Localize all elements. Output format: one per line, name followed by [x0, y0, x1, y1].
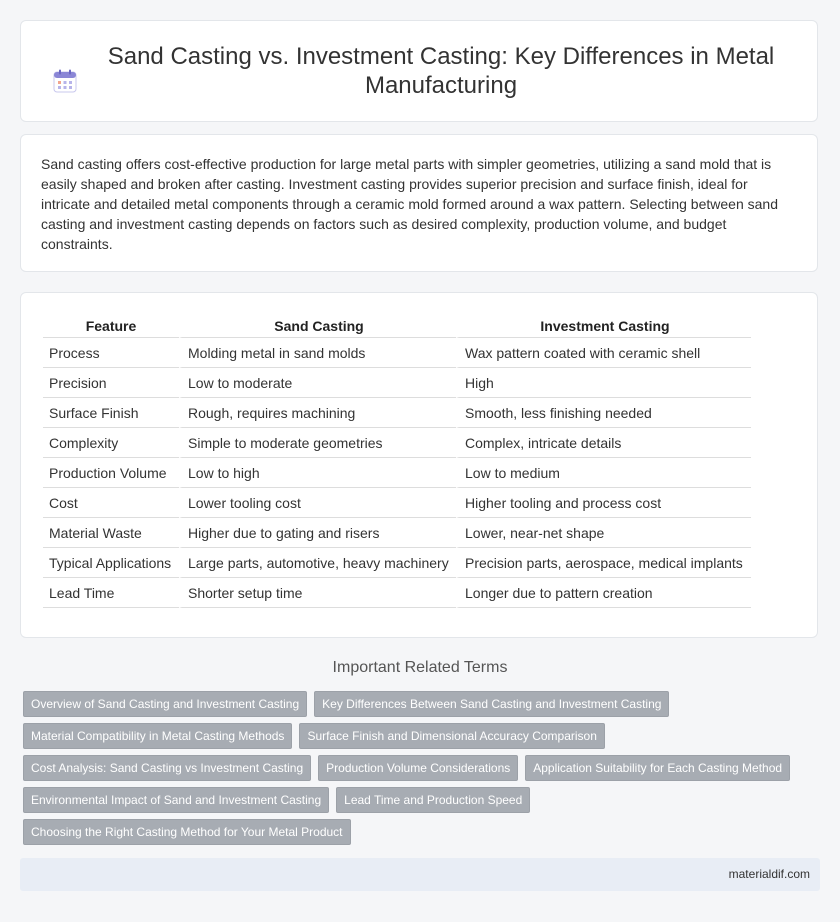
investment-cell: Wax pattern coated with ceramic shell — [456, 338, 751, 368]
sand-cell: Lower tooling cost — [179, 488, 456, 518]
investment-cell: Precision parts, aerospace, medical implants — [456, 548, 751, 578]
investment-cell: Low to medium — [456, 458, 751, 488]
table-header-row — [43, 317, 751, 338]
investment-cell: Lower, near-net shape — [456, 518, 751, 548]
sand-cell: Low to moderate — [179, 368, 456, 398]
investment-cell: Complex, intricate details — [456, 428, 751, 458]
table-row — [43, 398, 751, 428]
tag-row — [23, 691, 803, 717]
related-term-tag[interactable]: Cost Analysis: Sand Casting vs Investment Casting — [23, 755, 311, 781]
related-term-tag[interactable]: Production Volume Considerations — [318, 755, 518, 781]
feature-cell: Cost — [43, 488, 179, 518]
related-term-tag[interactable]: Material Compatibility in Metal Casting Methods — [23, 723, 292, 749]
feature-cell: Typical Applications — [43, 548, 179, 578]
table-row — [43, 578, 751, 608]
header-feature: Feature — [43, 317, 179, 338]
page-title: Sand Casting vs. Investment Casting: Key Differences in Metal Manufacturing — [107, 43, 775, 99]
header-investment-casting: Investment Casting — [456, 317, 751, 338]
site-link[interactable]: materialdif.com — [728, 867, 810, 881]
table-row — [43, 368, 751, 398]
intro-paragraph: Sand casting offers cost-effective production for large metal parts with simpler geometries, utilizing a sand mold that is easily shaped and broken after casting. Investment casting provides superior precision and surface finish, ideal for intricate and detailed metal components through a ceramic mold formed around a wax pattern. Selecting between sand casting and investment casting depends on factors such as desired complexity, production volume, and budget constraints. — [41, 156, 778, 252]
table-row — [43, 518, 751, 548]
related-term-tag[interactable]: Choosing the Right Casting Method for Your Metal Product — [23, 819, 351, 845]
header-sand-casting: Sand Casting — [179, 317, 456, 338]
related-term-tag[interactable]: Surface Finish and Dimensional Accuracy Comparison — [299, 723, 604, 749]
related-term-tag[interactable]: Environmental Impact of Sand and Investment Casting — [23, 787, 329, 813]
tag-row — [23, 787, 803, 813]
feature-cell: Lead Time — [43, 578, 179, 608]
sand-cell: Large parts, automotive, heavy machinery — [179, 548, 456, 578]
feature-cell: Precision — [43, 368, 179, 398]
feature-cell: Surface Finish — [43, 398, 179, 428]
table-row — [43, 428, 751, 458]
tag-row — [23, 755, 803, 781]
tag-row — [23, 819, 803, 845]
table-row — [43, 488, 751, 518]
table-row — [43, 338, 751, 368]
related-term-tag[interactable]: Overview of Sand Casting and Investment Casting — [23, 691, 307, 717]
investment-cell: Longer due to pattern creation — [456, 578, 751, 608]
sand-cell: Rough, requires machining — [179, 398, 456, 428]
header-card — [20, 20, 818, 122]
table-row — [43, 458, 751, 488]
related-terms-list — [23, 691, 803, 851]
sand-cell: Molding metal in sand molds — [179, 338, 456, 368]
feature-cell: Complexity — [43, 428, 179, 458]
footer — [20, 858, 820, 891]
sand-cell: Higher due to gating and risers — [179, 518, 456, 548]
feature-cell: Production Volume — [43, 458, 179, 488]
investment-cell: Smooth, less finishing needed — [456, 398, 751, 428]
feature-cell: Material Waste — [43, 518, 179, 548]
tag-row — [23, 723, 803, 749]
table-row — [43, 548, 751, 578]
comparison-table — [43, 317, 751, 608]
sand-cell: Simple to moderate geometries — [179, 428, 456, 458]
related-terms-heading: Important Related Terms — [332, 659, 508, 676]
intro-card — [20, 134, 818, 272]
related-term-tag[interactable]: Application Suitability for Each Casting Method — [525, 755, 790, 781]
calendar-icon — [52, 68, 78, 94]
related-term-tag[interactable]: Lead Time and Production Speed — [336, 787, 530, 813]
sand-cell: Shorter setup time — [179, 578, 456, 608]
comparison-table-card — [20, 292, 818, 638]
investment-cell: High — [456, 368, 751, 398]
investment-cell: Higher tooling and process cost — [456, 488, 751, 518]
related-term-tag[interactable]: Key Differences Between Sand Casting and Investment Casting — [314, 691, 669, 717]
header-inner — [49, 42, 789, 100]
sand-cell: Low to high — [179, 458, 456, 488]
feature-cell: Process — [43, 338, 179, 368]
